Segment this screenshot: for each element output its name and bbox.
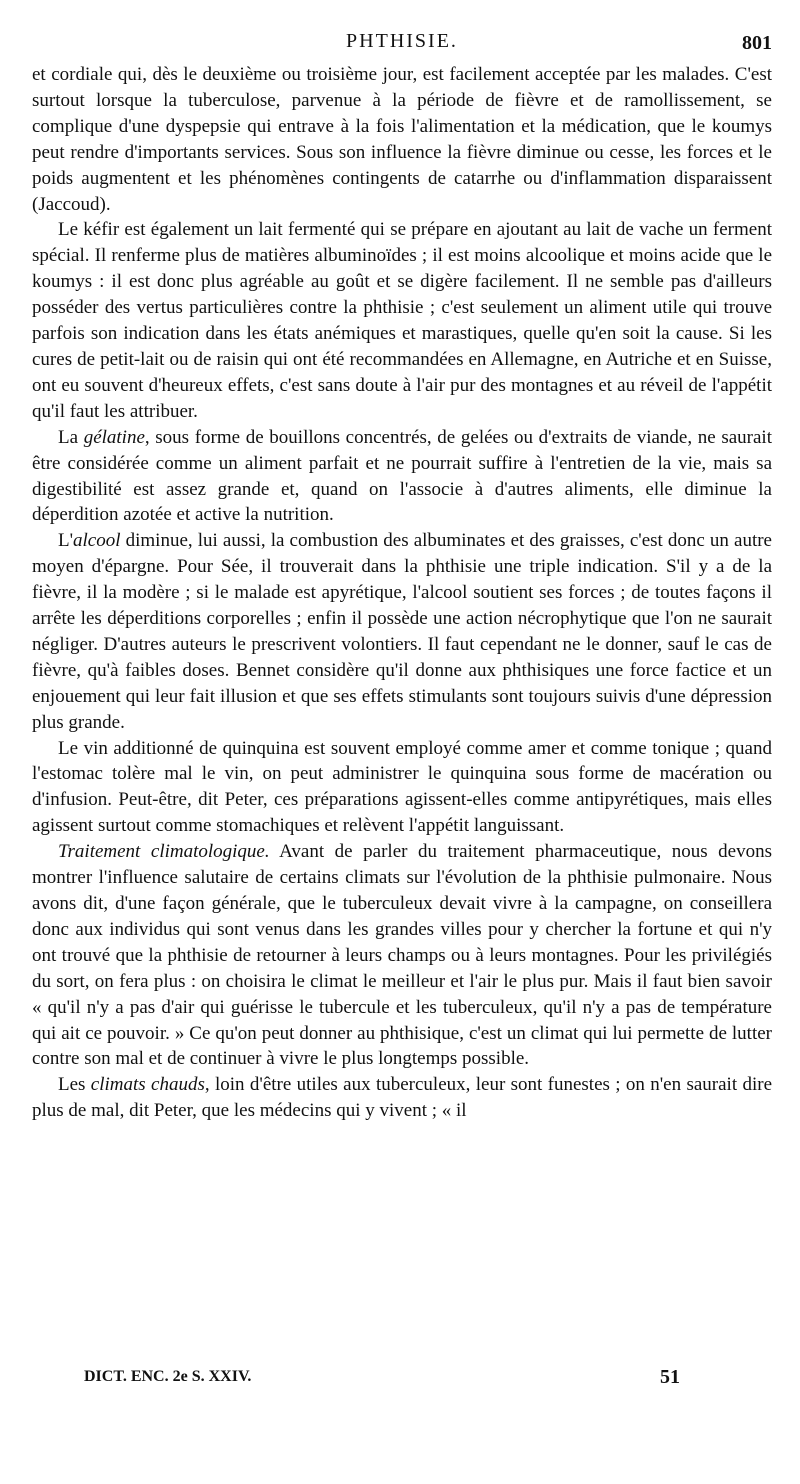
text-run: Le vin additionné de quinquina est souvent employé comme amer et comme tonique ; quand l'estomac tolère mal le vin, on peut administrer le quinquina sous forme de macération ou d'infusion. Peut-être, dit Peter, ces préparations agissent-elles comme antipyrétiques, mais elles agissent surtout comme stomachiques et relèvent l'appétit languissant.: [32, 737, 772, 837]
paragraph: [32, 217, 772, 424]
italic-text: gélatine: [83, 426, 145, 448]
body-text: [32, 62, 772, 1124]
paragraph: [32, 62, 772, 217]
text-run: La: [58, 426, 84, 448]
text-run: Avant de parler du traitement pharmaceutique, nous devons montrer l'influence salutaire de certains climats sur l'évolution de la phthisie pulmonaire. Nous avons dit, d'une façon générale, que le tuberculeux devait vivre à la campagne, on conseillera donc aux individus qui sont venus dans les grandes villes pour y chercher la fortune et qui n'y ont trouvé que la phthisie de retourner à leurs champs ou à leurs montagnes. Pour les privilégiés du sort, on fera plus : on choisira le climat le meilleur et l'air le plus pur. Mais il faut bien savoir « qu'il n'y a pas d'air qui guérisse le tubercule et les tuberculeux, qu'il n'y a pas de température qui ait ce pouvoir. » Ce qu'on peut donner au phthisique, c'est un climat qui lui permette de lutter contre son mal et de continuer à vivre le plus longtemps possible.: [32, 841, 773, 1070]
paragraph: [32, 425, 772, 529]
text-run: Le kéfir est également un lait fermenté qui se prépare en ajoutant au lait de vache un ferment spécial. Il renferme plus de matières albuminoïdes ; il est moins alcoolique et moins acide que le koumys : il est donc plus agréable au goût et se digère facilement. Il ne semble pas d'ailleurs posséder des vertus particulières contre la phthisie ; c'est seulement un aliment utile qui trouve parfois son indication dans les états anémiques et marastiques, quelle qu'en soit la cause. Si les cures de petit-lait ou de raisin qui ont été recommandées en Allemagne, en Autriche et en Suisse, ont eu souvent d'heureux effets, c'est sans doute à l'air pur des montagnes et au réveil de l'appétit qu'il faut les attribuer.: [32, 219, 772, 422]
paragraph: [32, 839, 772, 1072]
running-title: PHTHISIE.: [346, 30, 458, 52]
footer: [84, 1366, 800, 1396]
text-run: , sous forme de bouillons concentrés, de gelées ou d'extraits de viande, ne saurait être considérée comme un aliment parfait et ne pourrait suffire à l'entretien de la vie, mais sa digestibilité est assez grande et, quand on l'associe à d'autres aliments, elle diminue la déperdition azotée et active la nutrition.: [32, 426, 772, 526]
text-run: L': [58, 530, 74, 552]
italic-text: climats chauds: [90, 1074, 205, 1096]
page-number: 801: [742, 32, 772, 54]
text-run: diminue, lui aussi, la combustion des albuminates et des graisses, c'est donc un autre moyen d'épargne. Pour Sée, il trouverait dans la phthisie une triple indication. S'il y a de la fièvre, il la modère ; si le malade est apyrétique, l'alcool soutient ses forces ; de toutes façons il arrête les déperditions corporelles ; enfin il possède une action nécrophytique que l'on ne saurait négliger. D'autres auteurs le prescrivent volontiers. Il faut cependant ne le donner, sauf le cas de fièvre, qu'à faibles doses. Bennet considère qu'il donne aux phthisiques une force factice et un enjouement qui leur fait illusion et que ses effets stimulants sont toujours suivis d'une dépression plus grande.: [32, 530, 772, 733]
text-run: Les: [58, 1074, 91, 1096]
running-header: [32, 28, 772, 62]
signature-mark: DICT. ENC. 2e S. XXIV.: [84, 1368, 252, 1385]
text-run: et cordiale qui, dès le deuxième ou troisième jour, est facilement acceptée par les malades. C'est surtout lorsque la tuberculose, parvenue à la période de fièvre et de ramollissement, se complique d'une dyspepsie qui entrave à la fois l'alimentation et la médication, que le koumys peut rendre d'importants services. Sous son influence la fièvre diminue ou cesse, les forces et le poids augmentent et les phénomènes contingents de catarrhe ou d'inflammation disparaissent (Jaccoud).: [32, 64, 772, 215]
paragraph: [32, 1072, 772, 1124]
italic-text: Traitement climatologique.: [58, 841, 270, 863]
signature-number: 51: [660, 1366, 680, 1388]
paragraph: [32, 736, 772, 840]
text-run: , loin d'être utiles aux tuberculeux, leur sont funestes ; on n'en saurait dire plus de mal, dit Peter, que les médecins qui y vivent ; « il: [32, 1074, 773, 1122]
paragraph: [32, 528, 772, 735]
italic-text: alcool: [73, 530, 121, 552]
page: [32, 28, 772, 1124]
